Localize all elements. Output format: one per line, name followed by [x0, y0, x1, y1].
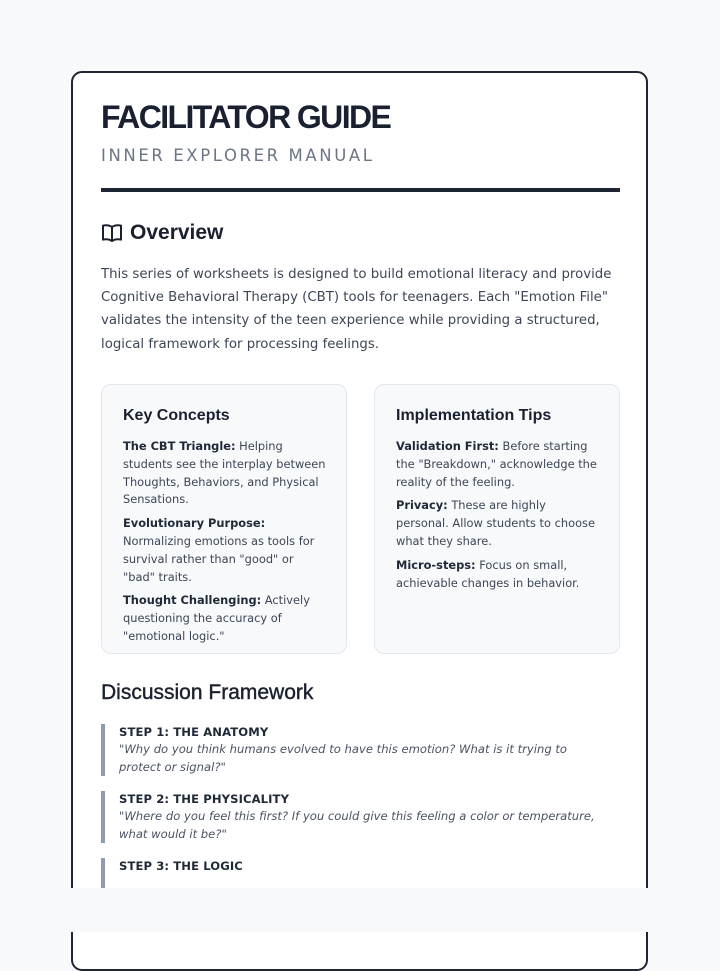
- tip-item: [396, 557, 599, 593]
- discussion-step: [101, 724, 611, 776]
- key-concept-desc: Actively questioning the accuracy of "emotional logic.": [123, 593, 310, 643]
- key-concepts-box: [101, 384, 347, 654]
- tip-desc: These are highly personal. Allow students to choose what they share.: [396, 498, 595, 548]
- tip-term: Micro-steps:: [396, 557, 476, 572]
- key-concept-item: [123, 438, 326, 509]
- implementation-tips-box: [374, 384, 620, 654]
- key-concept-desc: Normalizing emotions as tools for survival rather than "good" or "bad" traits.: [123, 533, 315, 584]
- tip-item: [396, 497, 599, 550]
- discussion-step: [101, 791, 611, 843]
- header-divider: [101, 188, 620, 192]
- key-concept-item: [123, 592, 326, 645]
- step-label: STEP 3: THE LOGIC: [119, 859, 243, 873]
- implementation-tips-heading: Implementation Tips: [396, 407, 552, 424]
- tip-term: Privacy:: [396, 498, 448, 513]
- step-label: STEP 1: THE ANATOMY: [119, 725, 269, 739]
- page-subtitle: INNER EXPLORER MANUAL: [101, 146, 375, 165]
- discussion-framework-heading: Discussion Framework: [101, 681, 314, 704]
- overview-paragraph: This series of worksheets is designed to build emotional literacy and provide Cognitive Behavioral Therapy (CBT) tools for teenagers. Each "Emotion File" validates the intensity of the teen experience while providing a structured, logical framework for processing feelings.: [101, 267, 612, 352]
- key-concept-item: [123, 515, 326, 586]
- tip-desc: Before starting the "Breakdown," acknowledge the reality of the feeling.: [396, 439, 597, 489]
- page-title: FACILITATOR GUIDE: [101, 99, 391, 135]
- key-concept-term: The CBT Triangle:: [123, 439, 236, 453]
- key-concept-term: Thought Challenging:: [123, 593, 262, 608]
- tip-term: Validation First:: [396, 439, 499, 453]
- tip-desc: Focus on small, achievable changes in behavior.: [396, 557, 580, 590]
- overview-title: Overview: [130, 221, 224, 244]
- key-concepts-heading: Key Concepts: [123, 407, 230, 424]
- overview-heading: [101, 221, 223, 245]
- tip-item: [396, 438, 599, 491]
- page-bottom-cutoff: [0, 888, 720, 932]
- step-question: "Why do you think humans evolved to have this emotion? What is it trying to protect or signal?": [119, 742, 568, 774]
- key-concept-term: Evolutionary Purpose:: [123, 516, 266, 531]
- book-icon: [101, 223, 123, 243]
- key-concept-desc: Helping students see the interplay between Thoughts, Behaviors, and Physical Sensations.: [123, 439, 326, 507]
- step-label: STEP 2: THE PHYSICALITY: [119, 792, 290, 806]
- step-question: "Where do you feel this first? If you could give this feeling a color or temperature, what would it be?": [119, 809, 595, 841]
- facilitator-guide-card: [71, 71, 648, 971]
